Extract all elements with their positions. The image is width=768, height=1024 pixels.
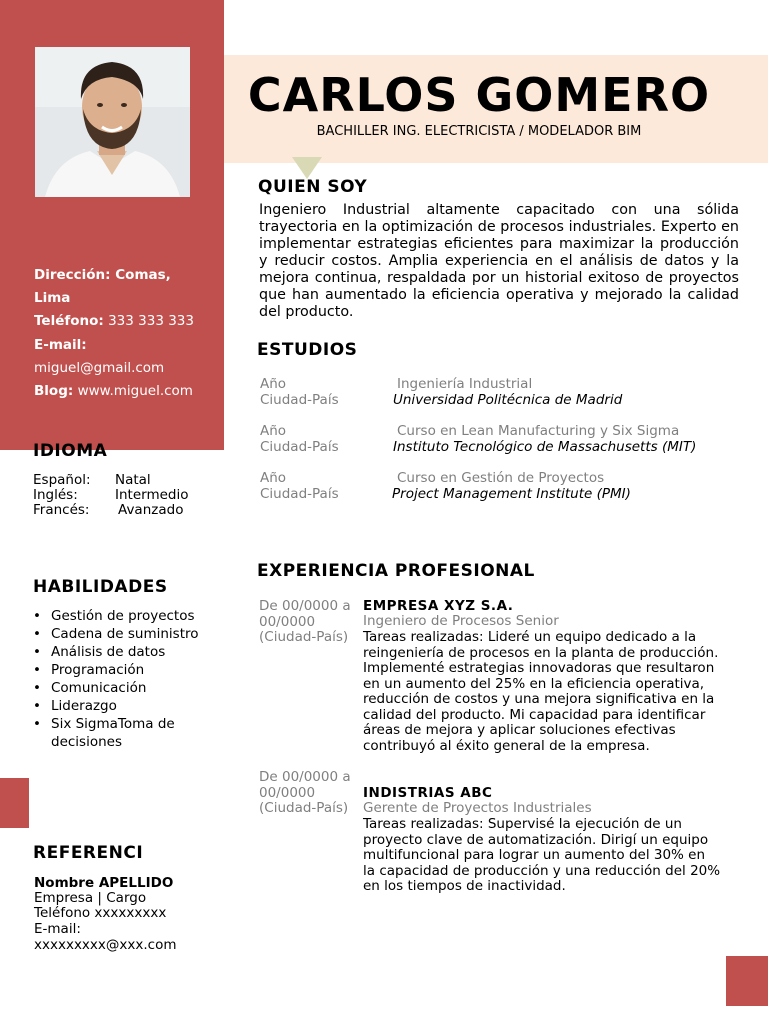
language-name: Inglés: — [33, 487, 78, 503]
reference-company: Empresa | Cargo — [34, 890, 147, 906]
skill-item: • Gestión de proyectos — [33, 607, 223, 625]
blog-label: Blog: — [34, 383, 74, 399]
address-value: Lima — [34, 290, 71, 306]
reference-email-label: E-mail: — [34, 921, 81, 937]
contact-address-line — [34, 264, 171, 287]
blog-link[interactable]: www.miguel.com — [77, 383, 193, 399]
study-course: Curso en Lean Manufacturing y Six Sigma — [397, 423, 680, 439]
skill-item: • Cadena de suministro — [33, 625, 223, 643]
contact-email-label-line — [34, 334, 87, 357]
language-level: Intermedio — [115, 487, 189, 503]
email-label: E-mail: — [34, 337, 87, 353]
skills-heading: HABILIDADES — [33, 577, 168, 597]
about-heading: QUIEN SOY — [258, 177, 368, 197]
phone-value: 333 333 333 — [108, 313, 194, 329]
study-place: Ciudad-País — [260, 439, 339, 455]
study-place: Ciudad-País — [260, 392, 339, 408]
contact-phone — [34, 310, 194, 333]
study-place: Ciudad-País — [260, 486, 339, 502]
study-institution: Universidad Politécnica de Madrid — [393, 392, 623, 408]
references-heading: REFERENCI — [33, 843, 144, 863]
study-year: Año — [260, 376, 287, 392]
candidate-name: CARLOS GOMERO — [247, 68, 711, 122]
language-row — [33, 473, 151, 488]
reference-phone: Teléfono xxxxxxxxx — [34, 905, 167, 921]
phone-label: Teléfono: — [34, 313, 104, 329]
studies-heading: ESTUDIOS — [257, 340, 358, 360]
contact-address-city — [34, 287, 70, 310]
experience-company: EMPRESA XYZ S.A. — [363, 598, 514, 614]
email-link[interactable]: miguel@gmail.com — [34, 360, 165, 376]
decorative-block-right — [726, 956, 768, 1006]
study-year: Año — [260, 470, 287, 486]
skill-item: • Six SigmaToma de decisiones — [33, 715, 223, 751]
language-level: Natal — [115, 472, 151, 488]
header-pointer-triangle — [292, 157, 322, 179]
experience-date: De 00/0000 a 00/0000 (Ciudad-País) — [259, 769, 351, 816]
contact-email[interactable] — [34, 357, 164, 380]
skill-item: • Programación — [33, 661, 223, 679]
skill-item: • Comunicación — [33, 679, 223, 697]
language-row — [33, 503, 183, 518]
skill-item: • Liderazgo — [33, 697, 223, 715]
decorative-block-left — [0, 778, 29, 828]
language-name: Francés: — [33, 502, 90, 518]
experience-role: Ingeniero de Procesos Senior — [363, 613, 559, 629]
address-label: Dirección: Comas, — [34, 267, 171, 283]
language-name: Español: — [33, 472, 91, 488]
study-course: Curso en Gestión de Proyectos — [397, 470, 605, 486]
experience-date: De 00/0000 a 00/0000 (Ciudad-País) — [259, 598, 351, 645]
experience-heading: EXPERIENCIA PROFESIONAL — [257, 561, 535, 581]
reference-email[interactable]: xxxxxxxxx@xxx.com — [34, 937, 177, 953]
about-text: Ingeniero Industrial altamente capacitado con una sólida trayectoria en la optimización de procesos industriales. Experto en implementar estrategias eficientes para maximizar la producción y reducir costos. Amplia experiencia en el análisis de datos y la mejora continua, respaldada por un historial exitoso de proyectos que han aumentado la eficiencia operativa y mejorado la calidad del producto. — [259, 202, 739, 320]
study-institution: Instituto Tecnológico de Massachusetts (MIT) — [393, 439, 697, 455]
languages-heading: IDIOMA — [33, 441, 108, 461]
reference-name: Nombre APELLIDO — [34, 875, 174, 891]
candidate-title: BACHILLER ING. ELECTRICISTA / MODELADOR BIM — [316, 124, 642, 139]
skills-list — [33, 607, 223, 751]
experience-role: Gerente de Proyectos Industriales — [363, 800, 592, 816]
contact-blog[interactable] — [34, 380, 193, 403]
skill-item: • Análisis de datos — [33, 643, 223, 661]
study-institution: Project Management Institute (PMI) — [392, 486, 631, 502]
experience-description: Tareas realizadas: Supervisé la ejecución de un proyecto clave de automatización. Dirigí un equipo multifuncional para lograr un aumento del 30% en la capacidad de producción y una reducción del 20% en los tiempos de inactividad. — [363, 816, 721, 894]
profile-photo — [35, 47, 190, 197]
experience-company: INDISTRIAS ABC — [363, 785, 493, 801]
study-year: Año — [260, 423, 287, 439]
experience-description: Tareas realizadas: Lideré un equipo dedicado a la reingeniería de procesos en la planta de producción. Implementé estrategias innovadoras que resultaron en un aumento del 25% en la eficiencia operativa, reducción de costos y una mejora significativa en la calidad del producto. Mi capacidad para identificar áreas de mejora y aplicar soluciones efectivas contribuyó al éxito general de la empresa. — [363, 629, 719, 754]
study-course: Ingeniería Industrial — [397, 376, 533, 392]
language-row — [33, 488, 189, 503]
language-level: Avanzado — [118, 502, 184, 518]
